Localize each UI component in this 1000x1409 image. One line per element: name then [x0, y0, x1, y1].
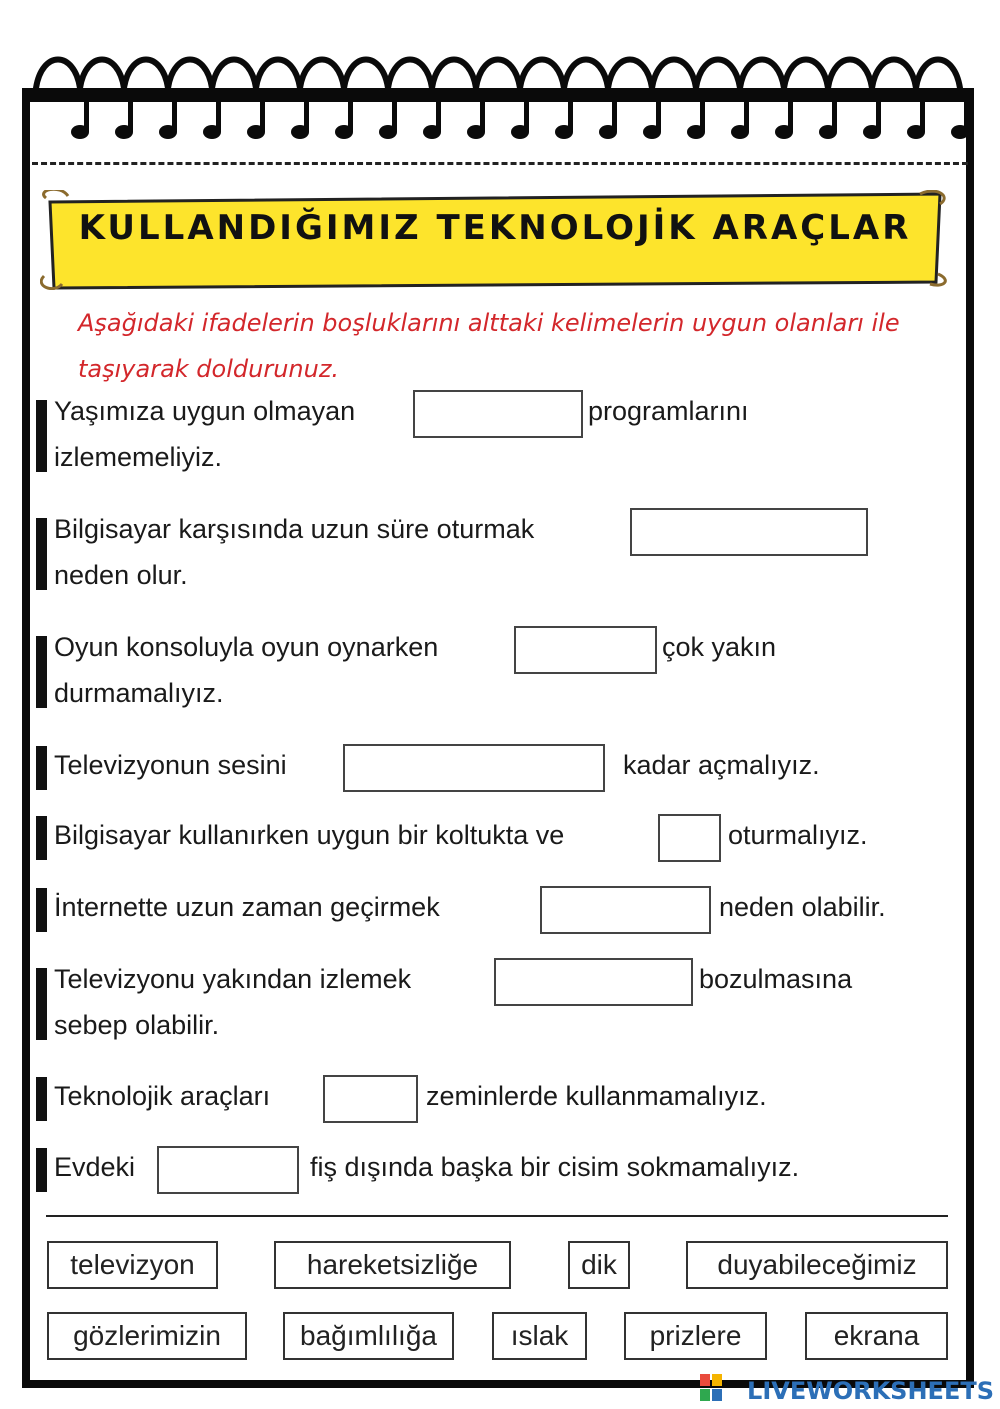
- question-item: [36, 744, 956, 794]
- question-item: [36, 1146, 956, 1196]
- title-banner: [40, 190, 950, 290]
- question-text-before: Bilgisayar kullanırken uygun bir koltukta ve: [54, 820, 565, 850]
- word-option[interactable]: televizyon: [47, 1241, 218, 1289]
- question-item: [36, 814, 956, 864]
- question-text-line2: neden olur.: [54, 560, 188, 590]
- item-marker: [36, 746, 47, 790]
- question-text-after: fiş dışında başka bir cisim sokmamalıyız.: [310, 1152, 800, 1182]
- question-text-before: Televizyonun sesini: [54, 750, 287, 780]
- question-text-after: oturmalıyız.: [728, 820, 868, 850]
- item-marker: [36, 518, 47, 590]
- answer-blank[interactable]: [157, 1146, 299, 1194]
- question-text-line2: durmamalıyız.: [54, 678, 224, 708]
- answer-blank[interactable]: [658, 814, 721, 862]
- answer-blank[interactable]: [413, 390, 583, 438]
- answer-blank[interactable]: [323, 1075, 418, 1123]
- word-option[interactable]: duyabileceğimiz: [686, 1241, 948, 1289]
- question-item: [36, 626, 956, 716]
- question-text-before: İnternette uzun zaman geçirmek: [54, 892, 440, 922]
- answer-blank[interactable]: [630, 508, 868, 556]
- word-option[interactable]: ekrana: [805, 1312, 948, 1360]
- question-text-before: Oyun konsoluyla oyun oynarken: [54, 632, 439, 662]
- item-marker: [36, 636, 47, 708]
- item-marker: [36, 400, 47, 472]
- page-title: KULLANDIĞIMIZ TEKNOLOJİK ARAÇLAR: [78, 208, 912, 248]
- word-option[interactable]: ıslak: [492, 1312, 587, 1360]
- answer-blank[interactable]: [494, 958, 693, 1006]
- brand-watermark: LIVEWORKSHEETS: [747, 1377, 994, 1405]
- item-marker: [36, 816, 47, 860]
- question-text-after: kadar açmalıyız.: [623, 750, 820, 780]
- question-text-before: Teknolojik araçları: [54, 1081, 271, 1111]
- question-item: [36, 886, 956, 936]
- question-item: [36, 508, 956, 598]
- question-text-before: Televizyonu yakından izlemek: [54, 964, 412, 994]
- answer-blank[interactable]: [514, 626, 657, 674]
- perforation-line: [32, 162, 968, 165]
- question-item: [36, 958, 956, 1048]
- question-text-before: Bilgisayar karşısında uzun süre oturmak: [54, 514, 535, 544]
- question-text-after: zeminlerde kullanmamalıyız.: [426, 1081, 767, 1111]
- instruction-text: Aşağıdaki ifadelerin boşluklarını alttaki kelimelerin uygun olanları ile taşıyarak doldurunuz.: [78, 309, 900, 383]
- question-text-line2: sebep olabilir.: [54, 1010, 220, 1040]
- item-marker: [36, 968, 47, 1040]
- question-text-after: çok yakın: [662, 632, 777, 662]
- question-text-after: neden olabilir.: [719, 892, 886, 922]
- word-option[interactable]: hareketsizliğe: [274, 1241, 511, 1289]
- word-bank-divider: [46, 1215, 948, 1217]
- question-text-before: Evdeki: [54, 1152, 136, 1182]
- answer-blank[interactable]: [343, 744, 605, 792]
- question-text-after: bozulmasına: [699, 964, 853, 994]
- liveworksheets-logo-icon: [700, 1374, 722, 1402]
- item-marker: [36, 888, 47, 932]
- question-text-after: programlarını: [588, 396, 749, 426]
- word-option[interactable]: gözlerimizin: [47, 1312, 247, 1360]
- word-option[interactable]: bağımlılığa: [283, 1312, 454, 1360]
- item-marker: [36, 1077, 47, 1121]
- question-text-before: Yaşımıza uygun olmayan: [54, 396, 356, 426]
- word-option[interactable]: prizlere: [624, 1312, 767, 1360]
- question-text-line2: izlememeliyiz.: [54, 442, 223, 472]
- question-item: [36, 390, 956, 480]
- question-item: [36, 1075, 956, 1125]
- word-option[interactable]: dik: [568, 1241, 630, 1289]
- answer-blank[interactable]: [540, 886, 711, 934]
- item-marker: [36, 1148, 47, 1192]
